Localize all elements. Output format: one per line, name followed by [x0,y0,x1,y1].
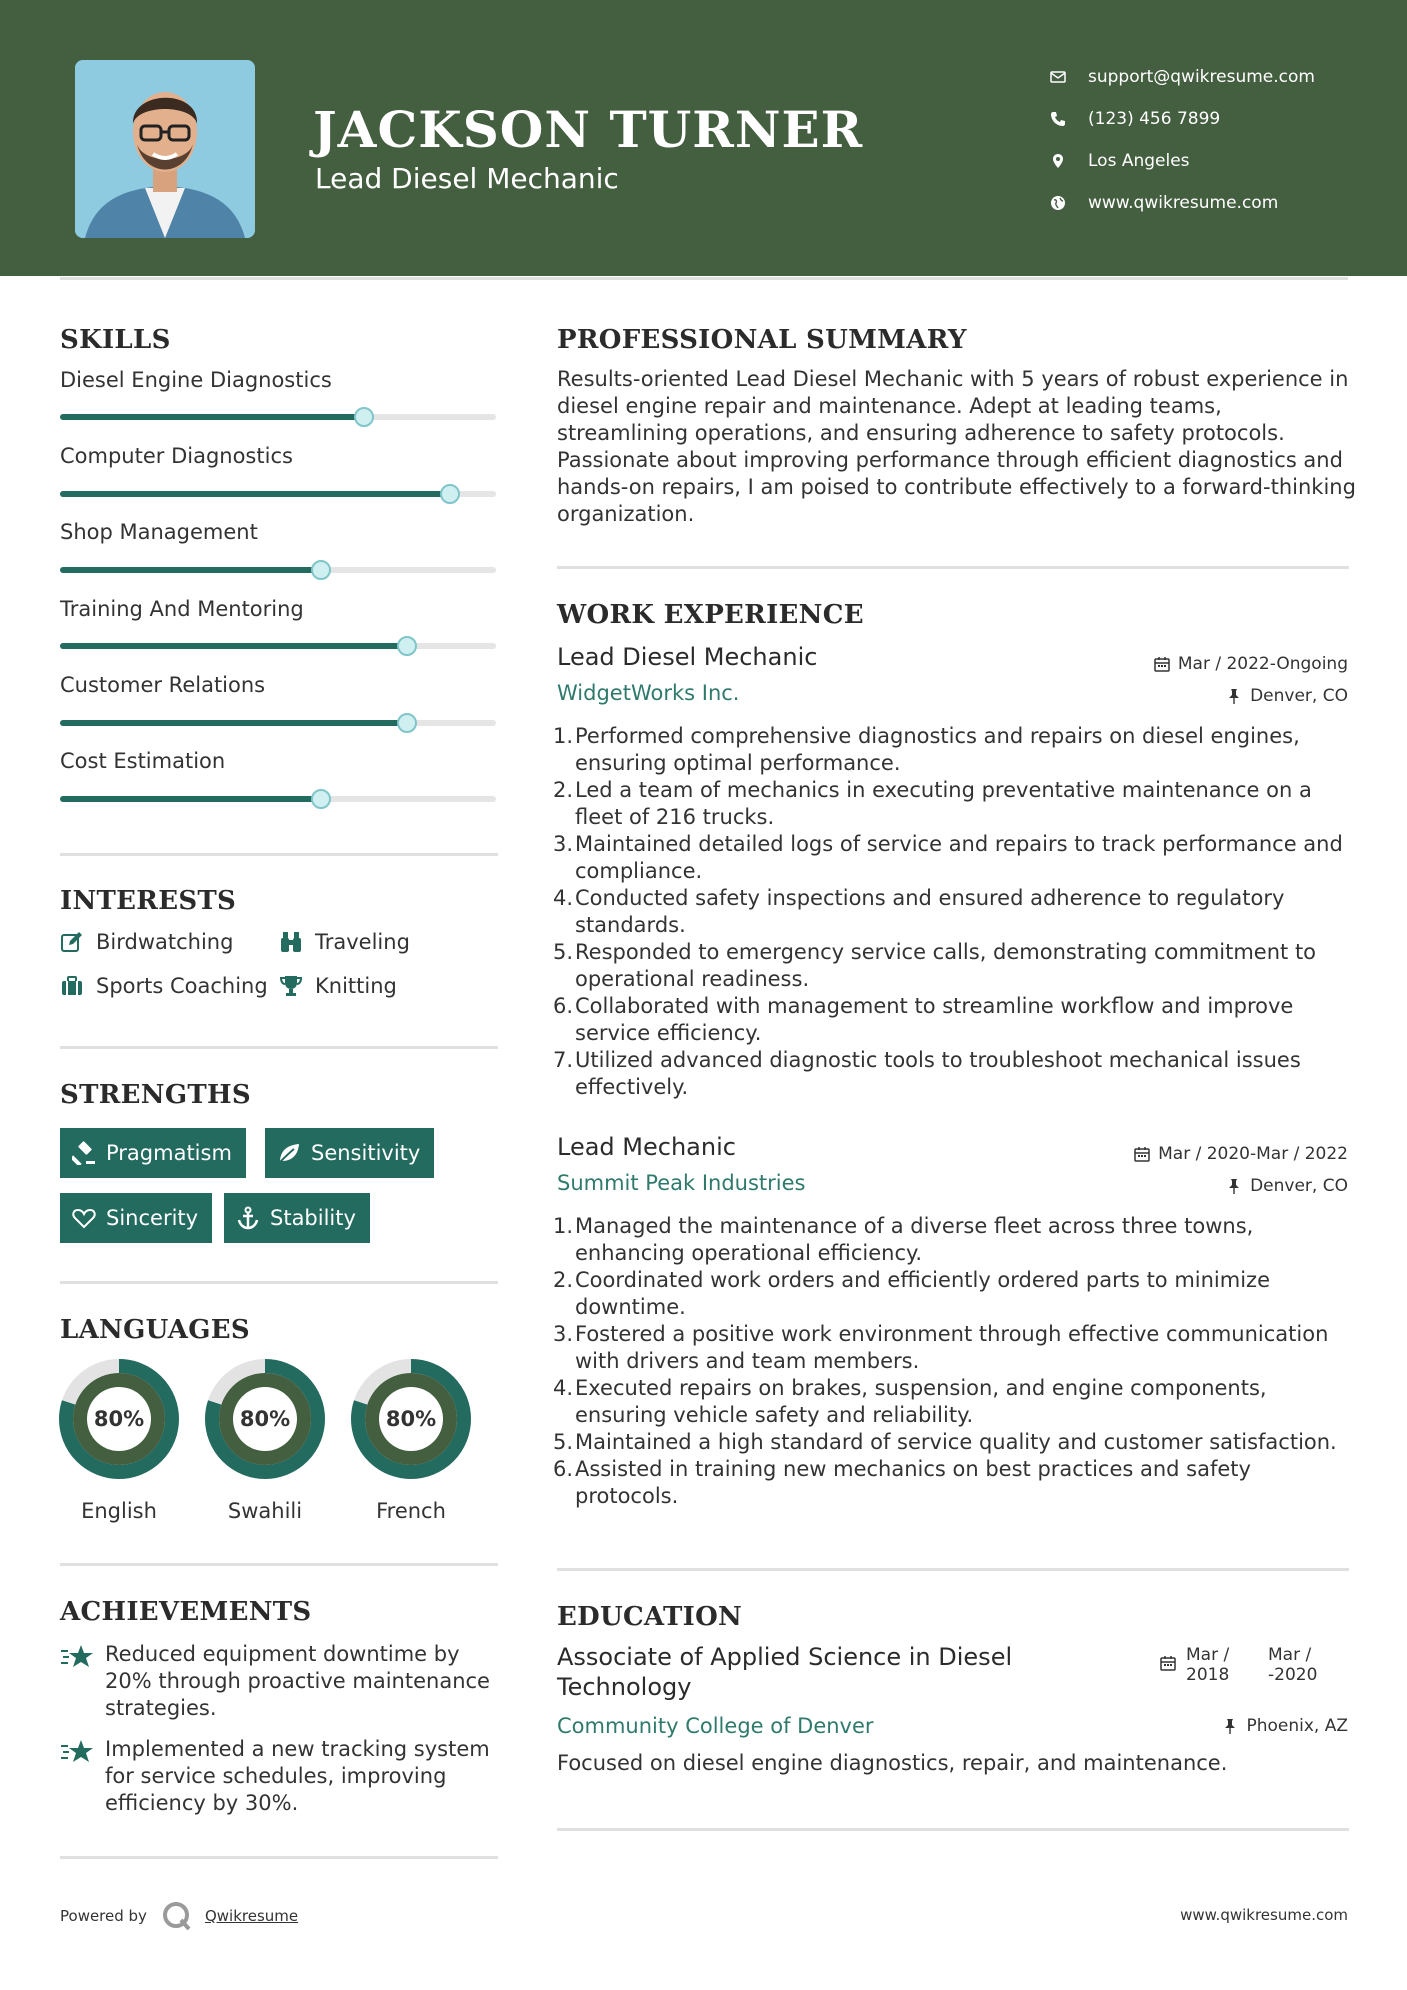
achievement-text: Reduced equipment downtime by 20% through proactive maintenance strategies. [105,1642,490,1720]
briefcase-icon [60,974,96,998]
pin-icon [1226,1178,1242,1194]
interest-item [60,930,233,954]
interest-item [60,974,268,998]
job-bullet: 4. Executed repairs on brakes, suspension, and engine components, ensuring vehicle safety and reliability. [552,1376,1267,1427]
achievement-item [60,1641,500,1722]
mail-icon [1050,69,1088,85]
strength-label: Sensitivity [311,1141,421,1165]
header-divider [60,277,1348,280]
skill-knob [397,713,417,733]
interest-label: Sports Coaching [96,974,268,998]
star-list-icon [60,1641,105,1722]
job-location-text: Denver, CO [1250,686,1348,706]
job-bullet: 5. Maintained a high standard of service quality and customer satisfaction. [552,1430,1337,1454]
achievement-text: Implemented a new tracking system for service schedules, improving efficiency by 30%. [105,1737,490,1815]
education-heading: EDUCATION [557,1602,743,1632]
resume-header [0,0,1407,276]
strength-tag [265,1128,434,1178]
contact-email[interactable] [1050,56,1315,98]
contact-location-text: Los Angeles [1088,151,1190,171]
skill-knob [311,560,331,580]
qwikresume-logo-icon [161,1900,193,1932]
edit-icon [60,930,96,954]
candidate-name: JACKSON TURNER [313,100,864,159]
experience-heading: WORK EXPERIENCE [557,600,864,630]
strength-label: Stability [270,1206,356,1230]
skill-knob [397,636,417,656]
job-bullet-list [552,723,1357,1101]
language-item [57,1357,181,1523]
skill-bar [60,414,496,420]
job-dates [1134,1144,1348,1164]
language-item [203,1357,327,1523]
job-bullet: 4. Conducted safety inspections and ensured adherence to regulatory standards. [552,886,1285,937]
interest-item [279,974,397,998]
strength-tag [60,1193,212,1243]
calendar-icon [1154,656,1170,672]
skill-bar [60,643,496,649]
star-list-icon [60,1736,105,1817]
job-dates-text: Mar / 2020-Mar / 2022 [1158,1144,1348,1164]
job-title: Lead Diesel Mechanic [557,643,818,671]
skill-label: Diesel Engine Diagnostics [60,368,332,392]
education-location-text: Phoenix, AZ [1246,1716,1348,1736]
job-bullet: 3. Maintained detailed logs of service and repairs to track performance and compliance. [552,832,1343,883]
job-location-text: Denver, CO [1250,1176,1348,1196]
education-start: Mar / 2018 [1186,1645,1230,1685]
skills-heading: SKILLS [60,325,171,355]
skill-bar [60,567,496,573]
language-ring [57,1357,181,1481]
language-name: French [376,1499,446,1523]
degree-title: Associate of Applied Science in Diesel Technology [557,1643,1013,1701]
language-name: Swahili [227,1499,303,1523]
interest-label: Knitting [315,974,397,998]
education-end: Mar / -2020 [1268,1645,1318,1685]
section-divider [557,1568,1349,1571]
section-divider [60,1281,498,1284]
education-description: Focused on diesel engine diagnostics, repair, and maintenance. [557,1751,1228,1775]
footer-website[interactable]: www.qwikresume.com [1180,1906,1348,1924]
language-percent: 80% [385,1407,437,1431]
skill-fill [60,567,321,573]
skill-bar [60,720,496,726]
education-dates [1160,1645,1350,1685]
language-name: English [81,1499,157,1523]
trophy-icon [279,974,315,998]
contact-website[interactable] [1050,182,1315,224]
section-divider [60,1046,498,1049]
calendar-icon [1134,1146,1150,1162]
interest-item [279,930,410,954]
job-bullet: 1. Performed comprehensive diagnostics and repairs on diesel engines, ensuring optimal performance. [552,724,1300,775]
section-divider [60,1563,498,1566]
skill-label: Cost Estimation [60,749,226,773]
job-dates-text: Mar / 2022-Ongoing [1177,654,1348,674]
interest-label: Traveling [315,930,410,954]
language-percent: 80% [93,1407,145,1431]
skill-bar [60,491,496,497]
section-divider [557,566,1349,569]
skill-label: Training And Mentoring [60,597,304,621]
job-bullet: 1. Managed the maintenance of a diverse fleet across three towns, enhancing operational efficiency. [552,1214,1254,1265]
leaf-icon [277,1141,311,1165]
strength-label: Pragmatism [106,1141,232,1165]
education-location [1222,1716,1348,1736]
contact-location [1050,140,1315,182]
pin-icon [1222,1718,1238,1734]
section-divider [557,1828,1349,1831]
strength-tag [224,1193,370,1243]
job-title: Lead Mechanic [557,1133,736,1161]
strengths-heading: STRENGTHS [60,1080,251,1110]
job-location [1226,1176,1348,1196]
school-name: Community College of Denver [557,1714,874,1738]
skill-label: Computer Diagnostics [60,444,293,468]
languages-heading: LANGUAGES [60,1315,250,1345]
job-bullet: 6. Assisted in training new mechanics on best practices and safety protocols. [552,1457,1251,1508]
skill-knob [311,789,331,809]
location-icon [1050,153,1088,169]
job-bullet: 2. Led a team of mechanics in executing preventative maintenance on a fleet of 216 trucks. [552,778,1312,829]
job-bullet: 2. Coordinated work orders and efficiently ordered parts to minimize downtime. [552,1268,1270,1319]
job-location [1226,686,1348,706]
skill-label: Customer Relations [60,673,266,697]
strength-tag [60,1128,246,1178]
job-dates [1154,654,1348,674]
skill-bar [60,796,496,802]
skill-fill [60,720,407,726]
binoculars-icon [279,930,315,954]
skill-label: Shop Management [60,520,258,544]
heart-icon [72,1206,106,1230]
strength-label: Sincerity [106,1206,199,1230]
section-divider [60,1856,498,1859]
section-divider [60,853,498,856]
language-percent: 80% [239,1407,291,1431]
skill-fill [60,643,407,649]
gavel-icon [72,1141,106,1165]
interest-label: Birdwatching [96,930,234,954]
skill-knob [354,407,374,427]
job-bullet: 3. Fostered a positive work environment through effective communication with drivers and team members. [552,1322,1329,1373]
profile-photo [75,60,255,238]
skill-fill [60,796,321,802]
footer-branding [60,1900,298,1932]
powered-by-text: Powered by [60,1907,147,1925]
company-name: WidgetWorks Inc. [557,681,740,705]
contact-phone-text: (123) 456 7899 [1088,109,1221,129]
job-bullet: 7. Utilized advanced diagnostic tools to troubleshoot mechanical issues effectively. [552,1048,1301,1099]
skill-knob [440,484,460,504]
job-bullet: 6. Collaborated with management to streamline workflow and improve service efficiency. [552,994,1294,1045]
anchor-icon [236,1206,270,1230]
language-ring [203,1357,327,1481]
brand-link[interactable]: Qwikresume [204,1907,299,1925]
language-item [349,1357,473,1523]
skill-fill [60,491,450,497]
contact-website-text: www.qwikresume.com [1088,193,1279,213]
skill-fill [60,414,364,420]
language-ring [349,1357,473,1481]
pin-icon [1226,688,1242,704]
job-bullet-list [552,1213,1357,1510]
calendar-icon [1160,1655,1176,1671]
globe-icon [1050,195,1088,211]
candidate-title: Lead Diesel Mechanic [315,162,619,195]
job-bullet: 5. Responded to emergency service calls, demonstrating commitment to operational readiness. [552,940,1317,991]
interests-heading: INTERESTS [60,886,237,916]
achievements-heading: ACHIEVEMENTS [60,1597,312,1627]
company-name: Summit Peak Industries [557,1171,806,1195]
contact-list [1050,56,1315,224]
contact-phone[interactable] [1050,98,1315,140]
summary-text: Results-oriented Lead Diesel Mechanic with 5 years of robust experience in diesel engine repair and maintenance. Adept at leading teams, streamlining operations, and ensuring adherence to safety protocols. Passionate about improving performance through efficient diagnostics and hands-on repairs, I am poised to contribute effectively to a forward-thinking organization. [557,367,1356,526]
achievement-item [60,1736,500,1817]
summary-heading: PROFESSIONAL SUMMARY [557,325,967,355]
phone-icon [1050,111,1088,127]
contact-email-text: support@qwikresume.com [1088,67,1315,87]
